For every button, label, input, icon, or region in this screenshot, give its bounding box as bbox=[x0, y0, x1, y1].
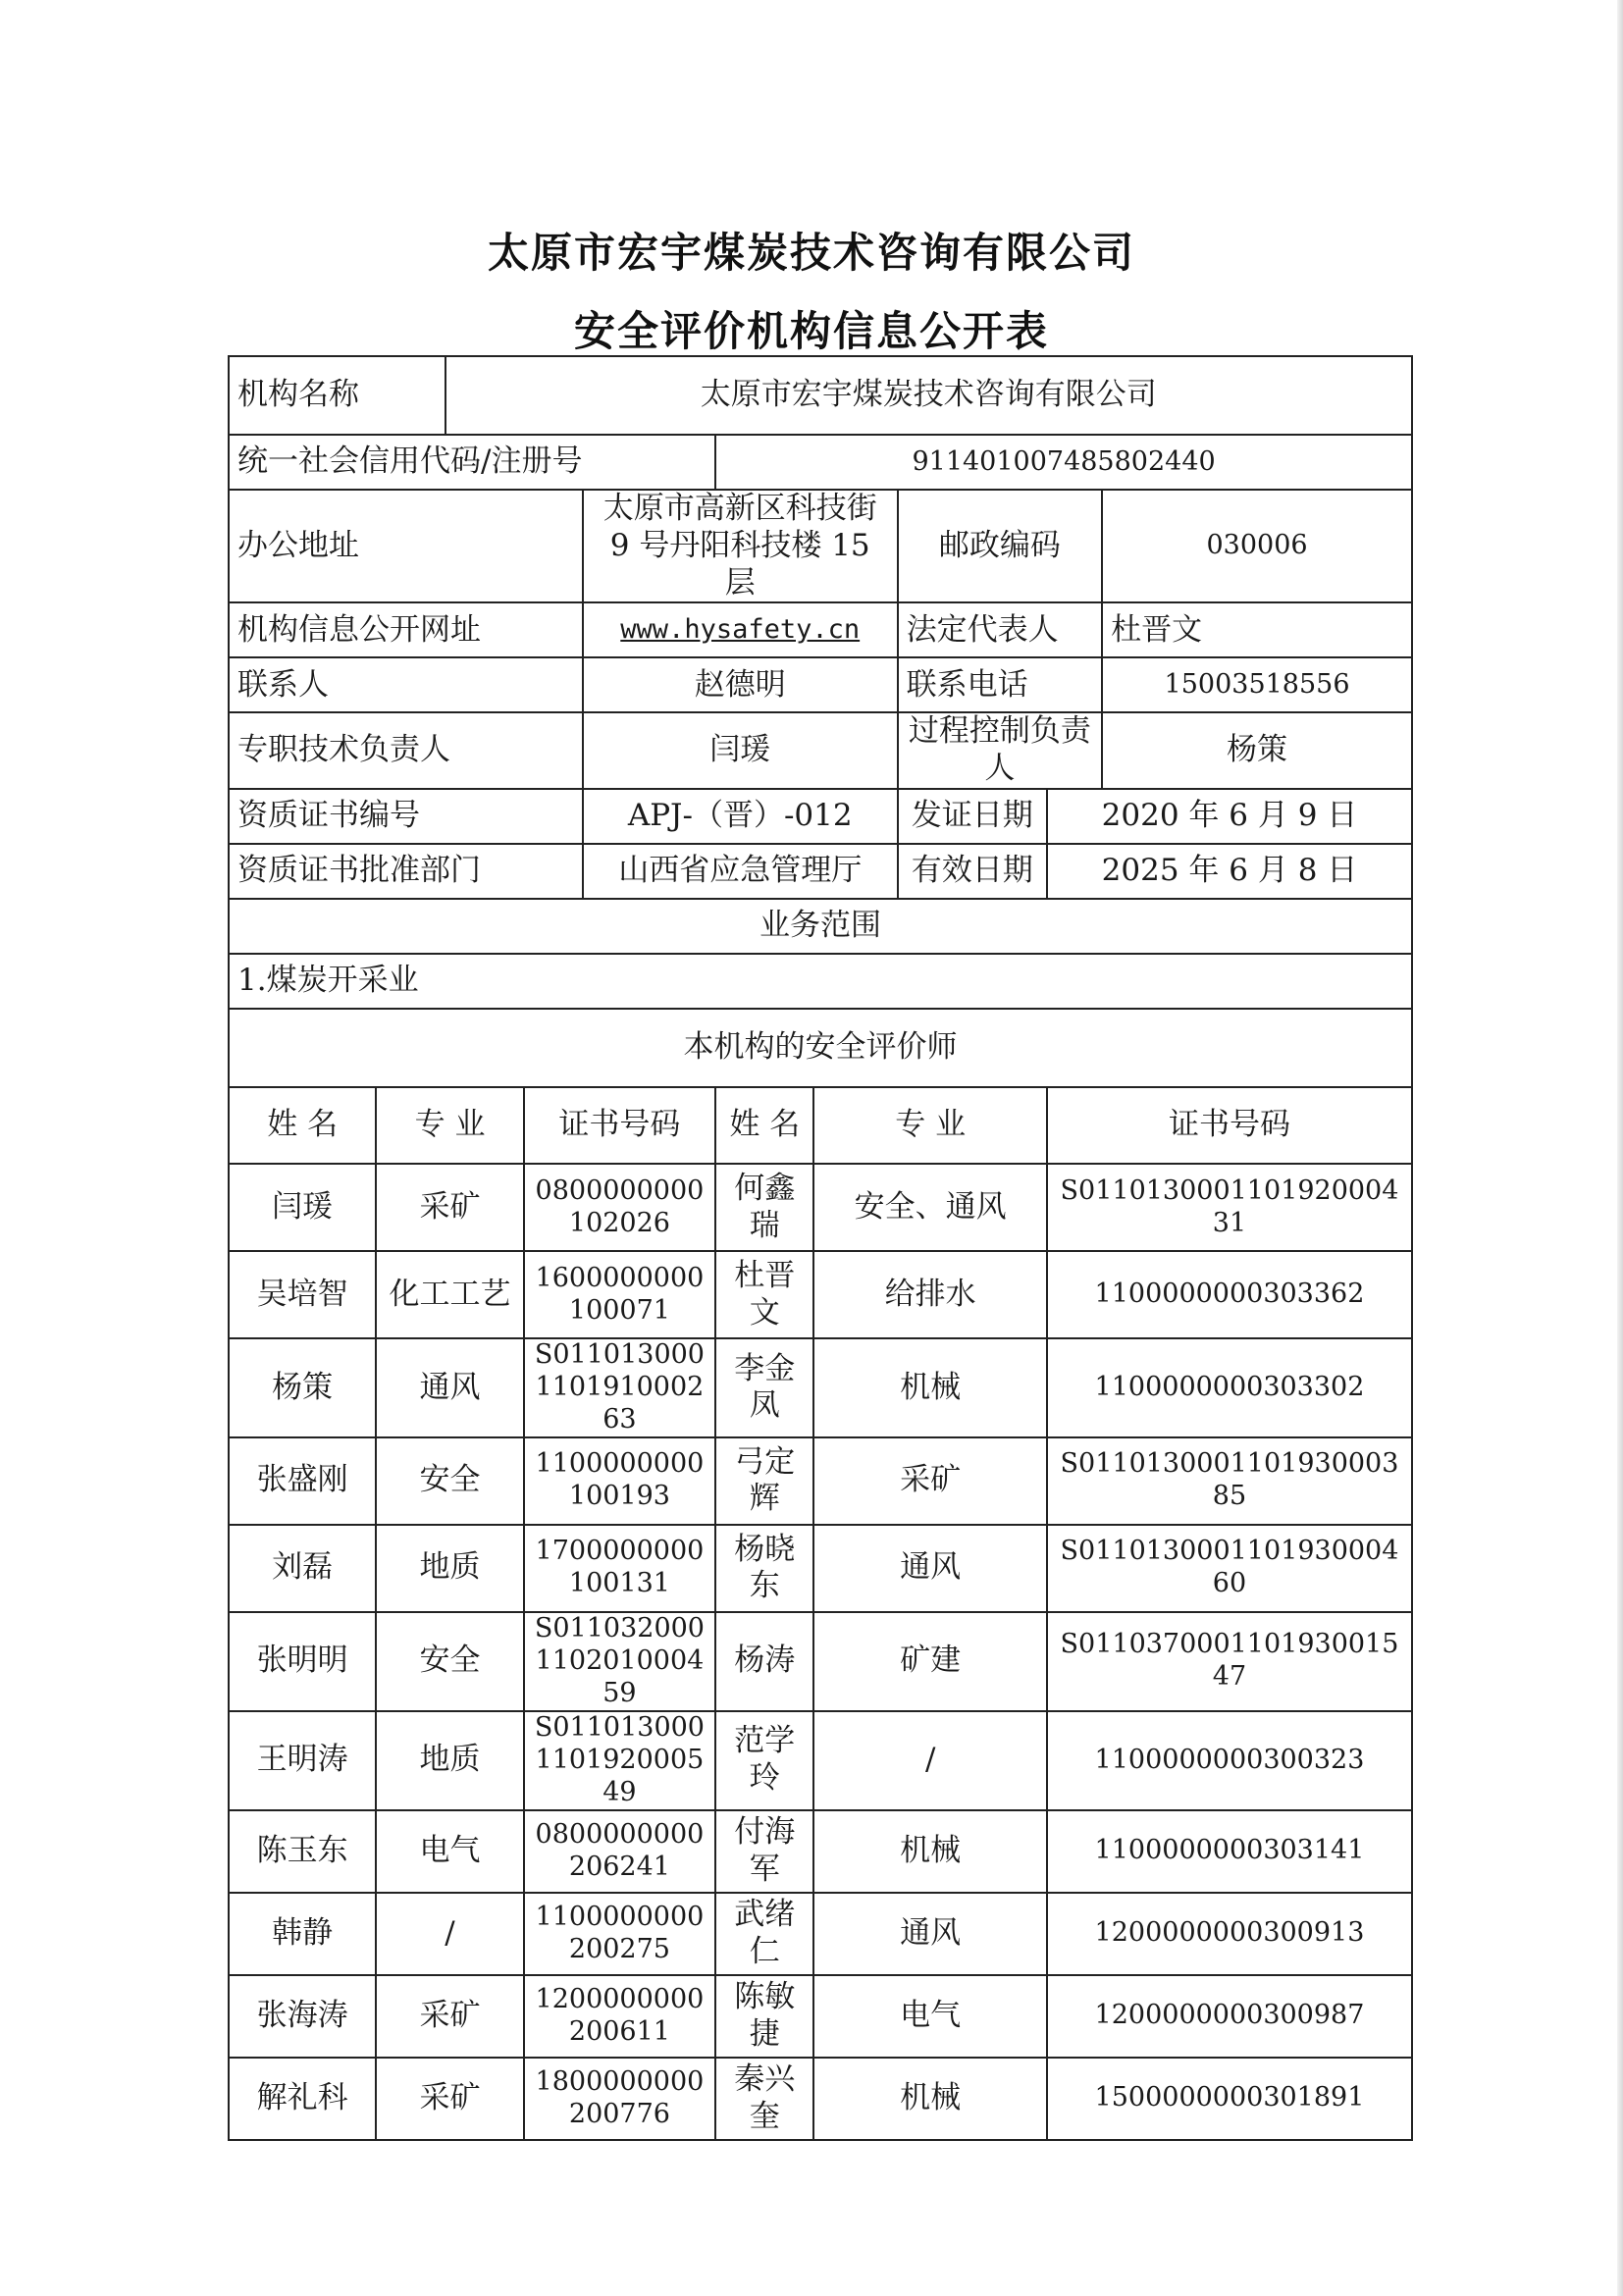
org-name-value: 太原市宏宇煤炭技术咨询有限公司 bbox=[445, 356, 1412, 435]
evaluator-major: 通风 bbox=[813, 1525, 1047, 1612]
evaluator-name: 韩静 bbox=[229, 1893, 376, 1975]
evaluator-name: 弓定辉 bbox=[715, 1437, 813, 1525]
evaluator-major: 地质 bbox=[376, 1525, 523, 1612]
row-contact bbox=[229, 657, 1412, 712]
evaluator-major: 采矿 bbox=[813, 1437, 1047, 1525]
evaluator-name: 刘磊 bbox=[229, 1525, 376, 1612]
table-row bbox=[229, 1893, 1412, 1975]
evaluator-cert: 1700000000100131 bbox=[524, 1525, 715, 1612]
credit-code-value: 911401007485802440 bbox=[715, 435, 1412, 490]
website-link[interactable] bbox=[583, 602, 898, 657]
row-approver bbox=[229, 844, 1412, 899]
evaluator-major: 采矿 bbox=[376, 1975, 523, 2058]
tech-lead-label: 专职技术负责人 bbox=[229, 712, 583, 789]
evaluator-cert: 1100000000303302 bbox=[1047, 1338, 1412, 1437]
evaluator-name: 范学玲 bbox=[715, 1711, 813, 1810]
issue-date-label: 发证日期 bbox=[898, 789, 1047, 844]
col-name-1: 姓 名 bbox=[229, 1087, 376, 1164]
evaluator-major: 机械 bbox=[813, 1338, 1047, 1437]
evaluator-major: 采矿 bbox=[376, 2058, 523, 2140]
evaluator-name: 陈玉东 bbox=[229, 1810, 376, 1893]
evaluator-major: 给排水 bbox=[813, 1251, 1047, 1338]
contact-value: 赵德明 bbox=[583, 657, 898, 712]
evaluator-name: 杨涛 bbox=[715, 1612, 813, 1711]
evaluator-name: 武绪仁 bbox=[715, 1893, 813, 1975]
valid-date-label: 有效日期 bbox=[898, 844, 1047, 899]
website-link-text[interactable]: www.hysafety.cn bbox=[620, 613, 861, 645]
scope-item: 1.煤炭开采业 bbox=[229, 954, 1412, 1009]
evaluator-cert: S011013000110193000385 bbox=[1047, 1437, 1412, 1525]
phone-value: 15003518556 bbox=[1102, 657, 1412, 712]
document-title: 太原市宏宇煤炭技术咨询有限公司 bbox=[487, 229, 1135, 277]
row-org-name bbox=[229, 356, 1412, 435]
row-column-headers bbox=[229, 1087, 1412, 1164]
issue-date-value: 2020 年 6 月 9 日 bbox=[1047, 789, 1412, 844]
evaluator-cert: S011037000110193001547 bbox=[1047, 1612, 1412, 1711]
evaluator-cert: 1800000000200776 bbox=[524, 2058, 715, 2140]
evaluator-cert: 1100000000100193 bbox=[524, 1437, 715, 1525]
valid-date-value: 2025 年 6 月 8 日 bbox=[1047, 844, 1412, 899]
evaluator-name: 吴培智 bbox=[229, 1251, 376, 1338]
org-name-label: 机构名称 bbox=[229, 356, 445, 435]
row-website bbox=[229, 602, 1412, 657]
cert-no-value: APJ-（晋）-012 bbox=[583, 789, 898, 844]
evaluator-name: 陈敏捷 bbox=[715, 1975, 813, 2058]
evaluator-major: 电气 bbox=[813, 1975, 1047, 2058]
evaluator-major: 机械 bbox=[813, 1810, 1047, 1893]
evaluator-major: 通风 bbox=[813, 1893, 1047, 1975]
evaluator-name: 张海涛 bbox=[229, 1975, 376, 2058]
evaluator-name: 杨策 bbox=[229, 1338, 376, 1437]
evaluator-major: 地质 bbox=[376, 1711, 523, 1810]
evaluator-major: 矿建 bbox=[813, 1612, 1047, 1711]
row-evaluators-header bbox=[229, 1009, 1412, 1087]
evaluator-cert: 1100000000303141 bbox=[1047, 1810, 1412, 1893]
row-scope-item bbox=[229, 954, 1412, 1009]
evaluator-cert: S011013000110191000263 bbox=[524, 1338, 715, 1437]
scope-header: 业务范围 bbox=[229, 899, 1412, 954]
evaluator-cert: S011013000110193000460 bbox=[1047, 1525, 1412, 1612]
website-label: 机构信息公开网址 bbox=[229, 602, 583, 657]
table-row bbox=[229, 1164, 1412, 1251]
evaluator-major: / bbox=[813, 1711, 1047, 1810]
evaluator-cert: 1100000000200275 bbox=[524, 1893, 715, 1975]
table-row bbox=[229, 1338, 1412, 1437]
evaluator-major: 采矿 bbox=[376, 1164, 523, 1251]
process-lead-label: 过程控制负责人 bbox=[898, 712, 1102, 789]
col-cert-1: 证书号码 bbox=[524, 1087, 715, 1164]
col-major-1: 专 业 bbox=[376, 1087, 523, 1164]
postcode-label: 邮政编码 bbox=[898, 490, 1102, 602]
document-subtitle: 安全评价机构信息公开表 bbox=[573, 307, 1049, 355]
tech-lead-value: 闫瑗 bbox=[583, 712, 898, 789]
table-row bbox=[229, 1711, 1412, 1810]
evaluator-major: 安全、通风 bbox=[813, 1164, 1047, 1251]
evaluator-cert: 1100000000303362 bbox=[1047, 1251, 1412, 1338]
table-row bbox=[229, 2058, 1412, 2140]
evaluator-major: / bbox=[376, 1893, 523, 1975]
evaluator-name: 张盛刚 bbox=[229, 1437, 376, 1525]
evaluator-cert: S011013000110192000431 bbox=[1047, 1164, 1412, 1251]
evaluator-name: 杨晓东 bbox=[715, 1525, 813, 1612]
legal-rep-value: 杜晋文 bbox=[1102, 602, 1412, 657]
evaluator-cert: 1100000000300323 bbox=[1047, 1711, 1412, 1810]
address-value: 太原市高新区科技街 9 号丹阳科技楼 15 层 bbox=[583, 490, 898, 602]
col-cert-2: 证书号码 bbox=[1047, 1087, 1412, 1164]
process-lead-value: 杨策 bbox=[1102, 712, 1412, 789]
evaluator-major: 电气 bbox=[376, 1810, 523, 1893]
approver-value: 山西省应急管理厅 bbox=[583, 844, 898, 899]
row-tech-lead bbox=[229, 712, 1412, 789]
evaluator-name: 秦兴奎 bbox=[715, 2058, 813, 2140]
row-scope-header bbox=[229, 899, 1412, 954]
info-table bbox=[228, 355, 1413, 2141]
credit-code-label: 统一社会信用代码/注册号 bbox=[229, 435, 715, 490]
evaluator-major: 安全 bbox=[376, 1612, 523, 1711]
approver-label: 资质证书批准部门 bbox=[229, 844, 583, 899]
address-label: 办公地址 bbox=[229, 490, 583, 602]
evaluator-name: 何鑫瑞 bbox=[715, 1164, 813, 1251]
evaluator-cert: 1200000000300913 bbox=[1047, 1893, 1412, 1975]
evaluator-major: 安全 bbox=[376, 1437, 523, 1525]
table-row bbox=[229, 1810, 1412, 1893]
evaluator-cert: 0800000000102026 bbox=[524, 1164, 715, 1251]
table-row bbox=[229, 1975, 1412, 2058]
evaluator-cert: 1200000000300987 bbox=[1047, 1975, 1412, 2058]
evaluator-major: 机械 bbox=[813, 2058, 1047, 2140]
evaluator-name: 付海军 bbox=[715, 1810, 813, 1893]
row-credit-code bbox=[229, 435, 1412, 490]
evaluator-name: 闫瑗 bbox=[229, 1164, 376, 1251]
phone-label: 联系电话 bbox=[898, 657, 1102, 712]
row-cert-no bbox=[229, 789, 1412, 844]
evaluator-cert: 1500000000301891 bbox=[1047, 2058, 1412, 2140]
col-major-2: 专 业 bbox=[813, 1087, 1047, 1164]
evaluator-major: 通风 bbox=[376, 1338, 523, 1437]
table-row bbox=[229, 1251, 1412, 1338]
evaluator-cert: S011013000110192000549 bbox=[524, 1711, 715, 1810]
evaluator-name: 杜晋文 bbox=[715, 1251, 813, 1338]
table-row bbox=[229, 1525, 1412, 1612]
evaluator-name: 李金凤 bbox=[715, 1338, 813, 1437]
evaluator-cert: 1200000000200611 bbox=[524, 1975, 715, 2058]
table-row bbox=[229, 1612, 1412, 1711]
legal-rep-label: 法定代表人 bbox=[898, 602, 1102, 657]
evaluator-major: 化工工艺 bbox=[376, 1251, 523, 1338]
evaluator-name: 解礼科 bbox=[229, 2058, 376, 2140]
evaluator-cert: 0800000000206241 bbox=[524, 1810, 715, 1893]
evaluator-cert: S011032000110201000459 bbox=[524, 1612, 715, 1711]
col-name-2: 姓 名 bbox=[715, 1087, 813, 1164]
evaluators-header: 本机构的安全评价师 bbox=[229, 1009, 1412, 1087]
evaluator-cert: 1600000000100071 bbox=[524, 1251, 715, 1338]
row-address bbox=[229, 490, 1412, 602]
contact-label: 联系人 bbox=[229, 657, 583, 712]
postcode-value: 030006 bbox=[1102, 490, 1412, 602]
evaluator-name: 王明涛 bbox=[229, 1711, 376, 1810]
cert-no-label: 资质证书编号 bbox=[229, 789, 583, 844]
table-row bbox=[229, 1437, 1412, 1525]
evaluator-name: 张明明 bbox=[229, 1612, 376, 1711]
